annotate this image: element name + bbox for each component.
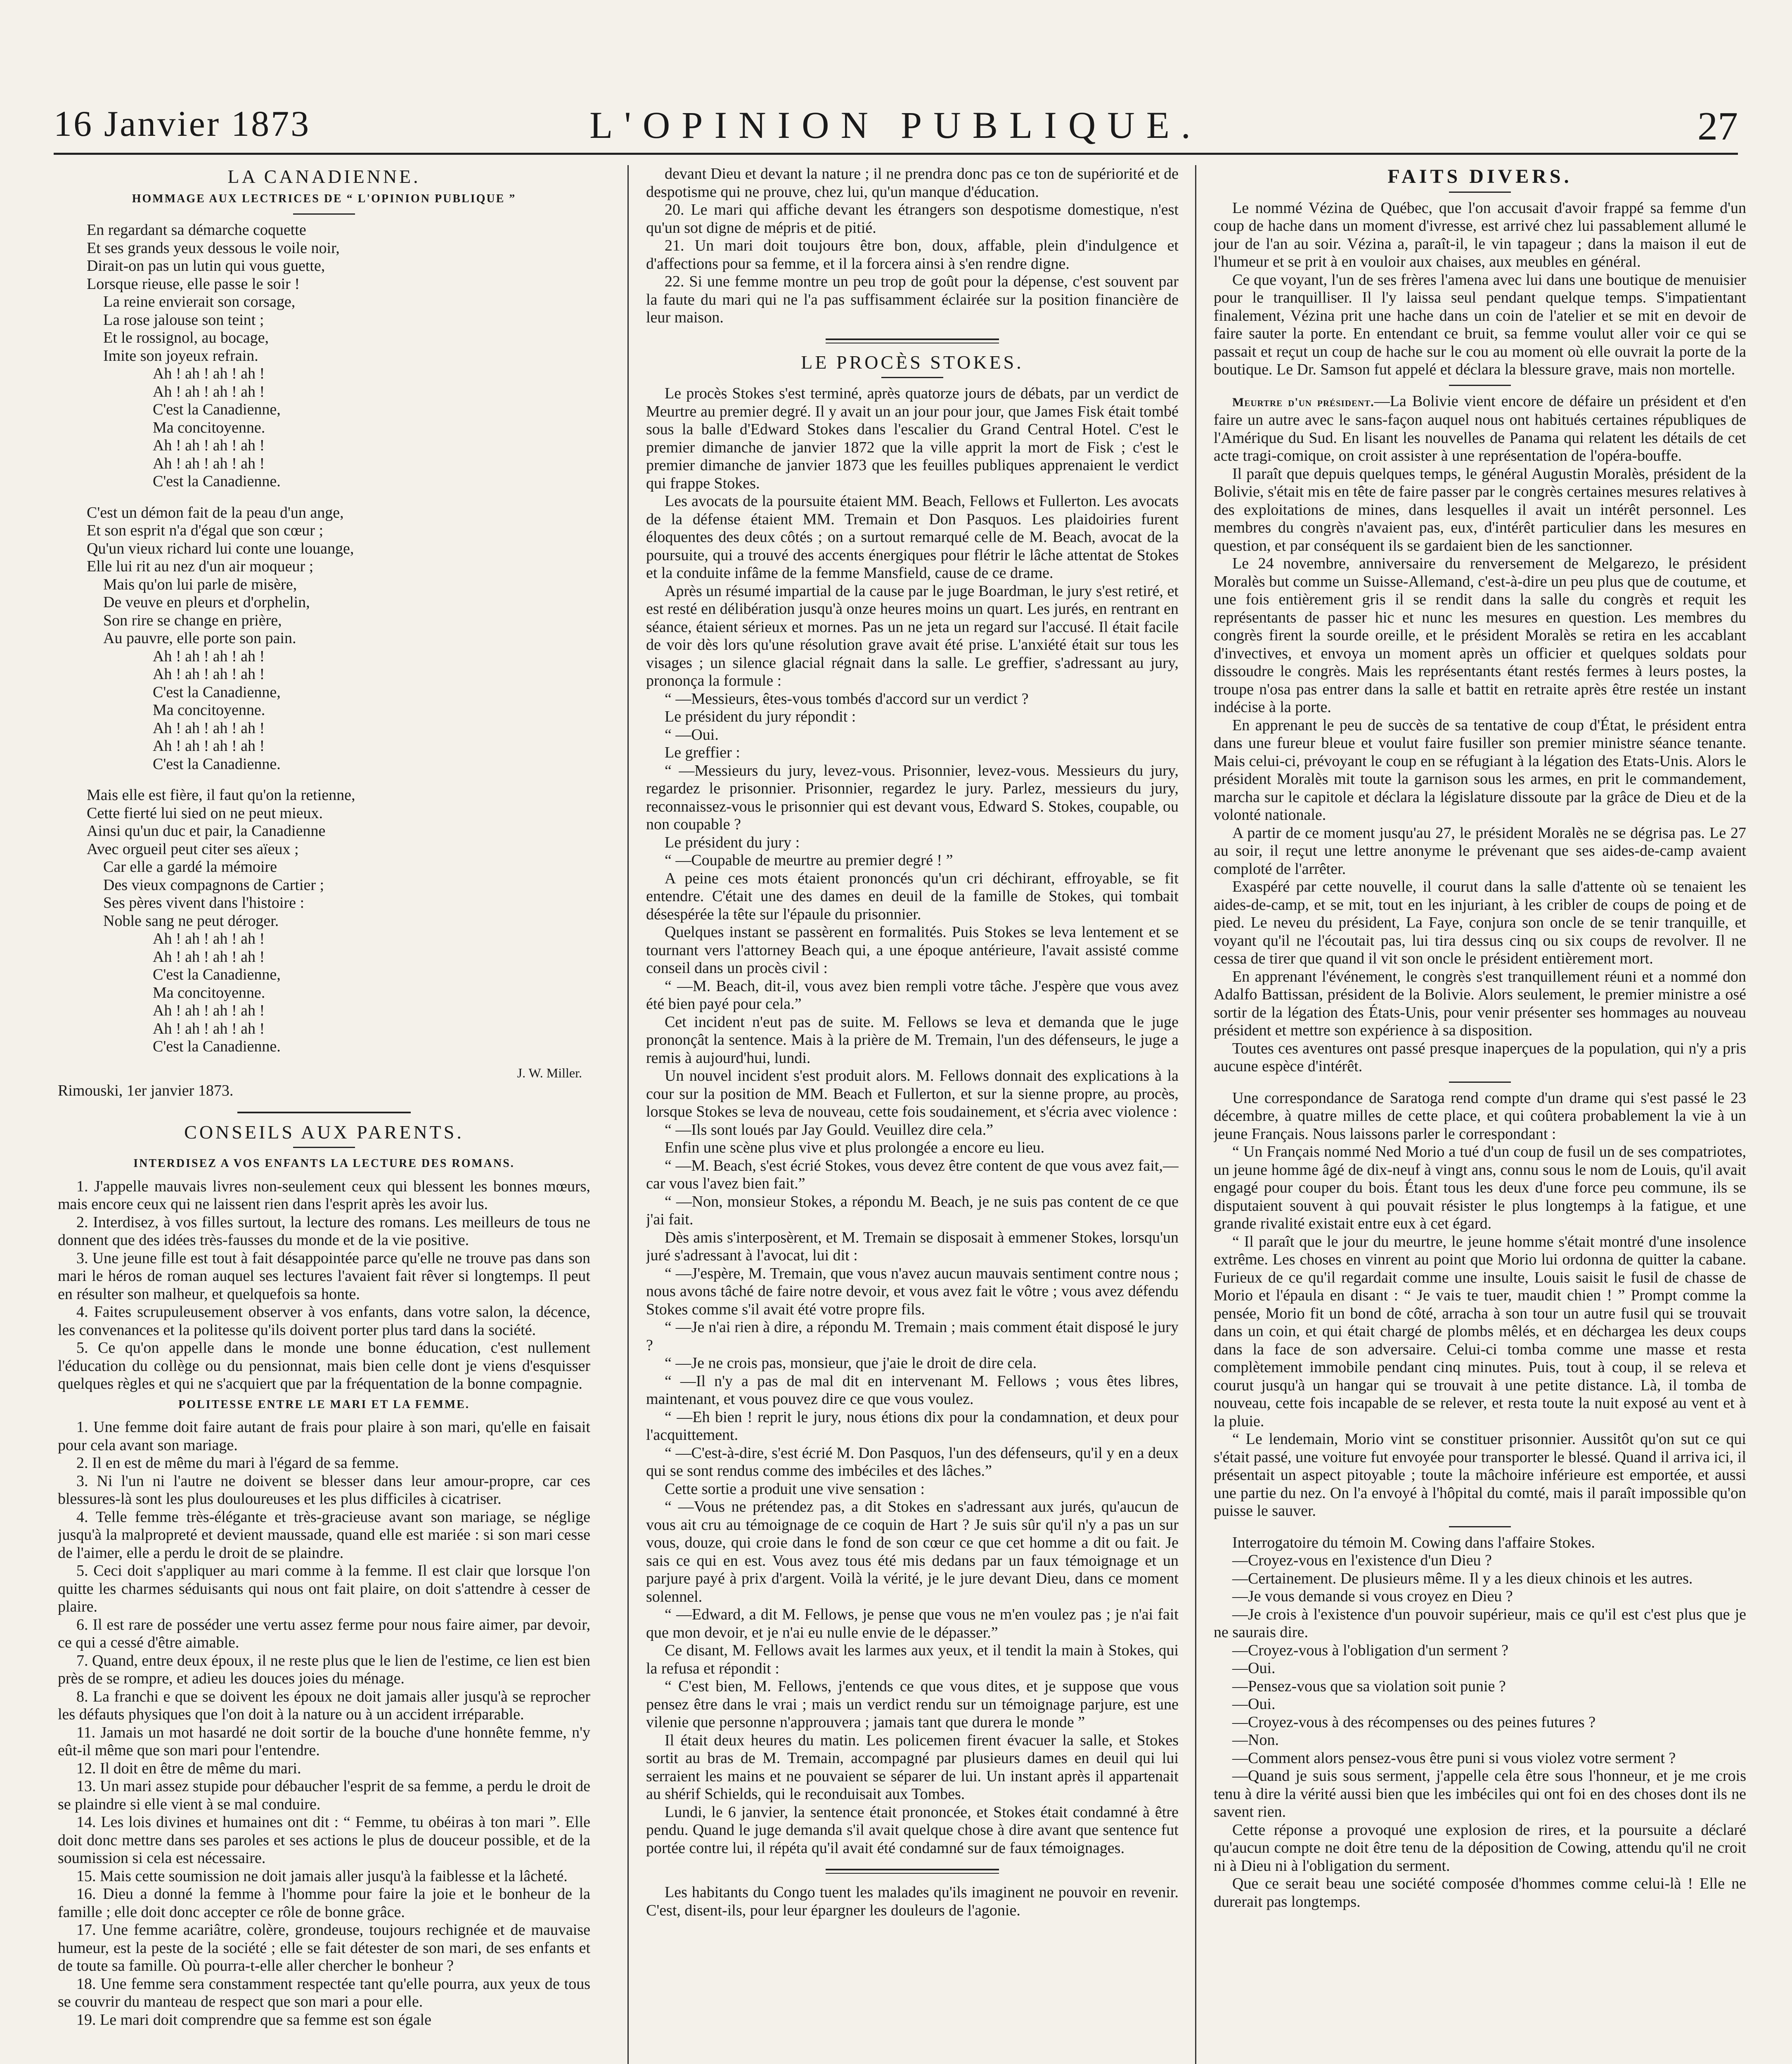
trial-paragraph: “ —Vous ne prétendez pas, a dit Stokes en s'adressant aux jurés, qu'aucun de vous ait cru au témoignage de ce coquin de Hart ? Je suis sûr qu'il n'y a pas un sur vous, douze, qui croie dans le fond de son cœur ce que cet homme a dit ou fait. Je sais ce qui en est. Vous avez tous été mis dedans par un faux témoignage et un parjure payé à prix d'argent. Voilà la vérité, je le jure devant Dieu, dans ce moment solennel. [646, 1498, 1179, 1605]
poem-line: Ah ! ah ! ah ! ah ! [153, 383, 265, 400]
story-lead: Meurtre d'un président. [1232, 395, 1374, 409]
trial-paragraph: Dès amis s'interposèrent, et M. Tremain se disposait à emmener Stokes, lorsqu'un juré s'adressant à l'avocat, lui dit : [646, 1228, 1179, 1264]
section-rule [826, 1869, 999, 1874]
spouses-list [58, 1418, 590, 2029]
congo-paragraph: Les habitants du Congo tuent les malades qu'ils imaginent ne pouvoir en revenir. C'est, disent-ils, pour leur épargner les douleurs de l'agonie. [646, 1884, 1179, 1919]
poem-line: Et le rossignol, au bocage, [103, 329, 269, 346]
news-paragraph: A partir de ce moment jusqu'au 27, le président Moralès ne se dégrisa pas. Le 27 au soir, il reçut une lettre anonyme le prévenant que ses aides-de-camp avaient comploté de l'arrêter. [1214, 824, 1746, 878]
spouses-item: 1. Une femme doit faire autant de frais pour plaire à son mari, qu'elle en faisait pour cela avant son mariage. [58, 1418, 590, 1454]
poem-line: Ah ! ah ! ah ! ah ! [153, 948, 265, 966]
news-paragraph: Toutes ces aventures ont passé presque inaperçues de la population, qui n'y a pris aucune espèce d'intérêt. [1214, 1039, 1746, 1075]
column-rule [1195, 165, 1196, 2064]
poem-line: C'est la Canadienne. [153, 1038, 281, 1055]
trial-paragraph: “ —Coupable de meurtre au premier degré ! ” [665, 852, 953, 869]
interrogation-line: —Croyez-vous à l'obligation d'un serment ? [1232, 1641, 1509, 1659]
section-rule [826, 338, 999, 343]
spouses-item: 15. Mais cette soumission ne doit jamais aller jusqu'à la faiblesse et la lâcheté. [76, 1867, 568, 1885]
news-paragraph: Il paraît que depuis quelques temps, le général Augustin Moralès, président de la Bolivie, s'était mis en tête de faire passer par le congrès certaines mesures relatives à des exploitations de mines, dans lesquelles il avait un intérêt personnel. Les membres du congrès n'avaient pas, eux, d'intérêt particulier dans les mesures en question, et par conséquent ils se gardaient bien de les sanctionner. [1214, 465, 1746, 554]
poem-line: Son rire se change en prière, [103, 611, 282, 629]
section-rule [237, 1112, 411, 1113]
trial-paragraph: “ —Messieurs, êtes-vous tombés d'accord sur un verdict ? [665, 690, 1029, 708]
spouses-item: 7. Quand, entre deux époux, il ne reste plus que le lien de l'estime, ce lien est bien près de se rompre, et adieu les douces joies du ménage. [58, 1652, 590, 1687]
poem-line: Ah ! ah ! ah ! ah ! [153, 719, 265, 737]
interrogation-line: —Croyez-vous en l'existence d'un Dieu ? [1232, 1552, 1492, 1569]
poem-line: Lorsque rieuse, elle passe le soir ! [87, 275, 300, 293]
interrogation-line: —Certainement. De plusieurs même. Il y a les dieux chinois et les autres. [1232, 1569, 1693, 1587]
interrogation-line: —Oui. [1232, 1695, 1276, 1713]
poem-line: Ah ! ah ! ah ! ah ! [153, 647, 265, 665]
poem-line: C'est la Canadienne. [153, 755, 281, 773]
spouses-item: 16. Dieu a donné la femme à l'homme pour faire la joie et le bonheur de la famille ; elle doit donc accepter ce rôle de bonne grâce. [58, 1885, 590, 1921]
trial-paragraph: Cette sortie a produit une vive sensation : [665, 1480, 925, 1498]
trial-paragraph: “ —Je n'ai rien à dire, a répondu M. Tremain ; mais comment était disposé le jury ? [646, 1318, 1179, 1354]
advice-title: CONSEILS AUX PARENTS. [184, 1121, 464, 1143]
poem-line: Mais elle est fière, il faut qu'on la retienne, [87, 786, 355, 804]
poem-line: Ah ! ah ! ah ! ah ! [153, 454, 265, 472]
trial-paragraph: Le greffier : [665, 744, 740, 761]
interrogation-line: Cette réponse a provoqué une explosion de rires, et la poursuite a déclaré qu'aucun compte ne doit être tenu de la déposition de Cowing, attendu qu'il ne croit ni à Dieu ni à l'obligation du serment. [1214, 1821, 1746, 1875]
poem-line: C'est la Canadienne, [153, 966, 281, 983]
column-rule [627, 165, 629, 2064]
column-1 [58, 165, 590, 2064]
spouses-item: 18. Une femme sera constamment respectée tant qu'elle pourra, aux yeux de tous se couvrir du manteau de respect que son mari a pour elle. [58, 1975, 590, 2010]
poem-line: Ma concitoyenne. [153, 701, 265, 719]
stanza-gap [87, 491, 590, 504]
spouses-item: 3. Ni l'un ni l'autre ne doivent se blesser dans leur amour-propre, car ces blessures-là sont les plus douloureuses et les plus difficiles à cicatriser. [58, 1472, 590, 1508]
poem-line: C'est un démon fait de la peau d'un ange, [87, 504, 344, 521]
spouses-item: 2. Il en est de même du mari à l'égard de sa femme. [76, 1454, 399, 1472]
poem-line: La rose jalouse son teint ; [103, 311, 264, 329]
trial-paragraph: “ —Je ne crois pas, monsieur, que j'aie le droit de dire cela. [665, 1354, 1037, 1372]
interrogation-line: Que ce serait beau une société composée d'hommes comme celui-là ! Elle ne durerait pas longtemps. [1214, 1875, 1746, 1910]
trial-paragraph: “ —J'espère, M. Tremain, que vous n'avez aucun mauvais sentiment contre nous ; nous avons tâché de faire notre devoir, et vous avez fait le vôtre ; vous avez défendu Stokes comme s'il avait été votre propre fils. [646, 1264, 1179, 1318]
poem-line: Au pauvre, elle porte son pain. [103, 630, 296, 647]
poem-line: Qu'un vieux richard lui conte une louange, [87, 540, 354, 557]
news-paragraph: Le nommé Vézina de Québec, que l'on accusait d'avoir frappé sa femme d'un coup de hache dans un moment d'ivresse, est arrivé chez lui passablement allumé le jour de l'an au soir. Vézina a, paraît-il, le vin tapageur ; dans la maison il eut de l'humeur et se prit à en vouloir aux chaises, aux meubles en général. [1214, 199, 1746, 270]
poem-title: LA CANADIENNE. [227, 166, 421, 187]
interrogation-line: —Quand je suis sous serment, j'appelle cela être sous l'honneur, et je me crois tenu à dire la vérité aussi bien que les imbéciles qui ont foi en des choses dont ils ne savent rien. [1214, 1767, 1746, 1820]
news-paragraph: En apprenant l'événement, le congrès s'est tranquillement réuni et a nommé don Adalfo Battissan, président de la Bolivie. Alors seulement, le premier ministre a osé sortir de la légation des États-Unis, pour venir présenter ses hommages au nouveau président et mettre son expérience à sa disposition. [1214, 968, 1746, 1039]
trial-paragraph: “ —Non, monsieur Stokes, a répondu M. Beach, je ne suis pas content de ce que j'ai fait. [646, 1193, 1179, 1228]
poem-line: De veuve en pleurs et d'orphelin, [103, 594, 310, 611]
news-paragraph [1214, 393, 1746, 465]
spouses-item: 6. Il est rare de posséder une vertu assez ferme pour nous faire aimer, par devoir, ce qui a cessé d'être aimable. [58, 1616, 590, 1651]
trial-paragraph: Cet incident n'eut pas de suite. M. Fellows se leva et demanda que le juge prononçât la sentence. Mais à la prière de M. Tremain, l'un des défenseurs, le juge a remis à aujourd'hui, lundi. [646, 1013, 1179, 1067]
story-text: —La Bolivie vient encore de défaire un président et d'en faire un autre avec le sans-façon auquel nous ont habitués certaines républiques de l'Amérique du Sud. En lisant les nouvelles de Panama qui relatent les détails de cet acte tragi-comique, on croit assister à une représentation de l'opéra-bouffe. [1214, 392, 1746, 464]
trial-paragraph: “ —M. Beach, dit-il, vous avez bien rempli votre tâche. J'espère que vous avez été bien payé pour cela.” [646, 977, 1179, 1013]
news-paragraph: “ Il paraît que le jour du meurtre, le jeune homme s'était montré d'une insolence extrême. Les choses en vinrent au point que Morio lui ordonna de quitter la cabane. Furieux de ce qu'il regardait comme une insulte, Louis saisit le fusil de chasse de Morio et l'épaula en disant : “ Je vais te tuer, maudit chien ! ” Prompt comme la pensée, Morio fit un bond de côté, arracha à son tour un autre fusil qui se trouvait dans un coin, et qui était chargé de plombs mêlés, et en déchargea les deux coups dans la face de son adversaire. Celui-ci tomba comme une masse et resta complètement immobile pendant cinq minutes. Puis, tout à coup, il se releva et courut jusqu'à un hangar qui se trouvait à une petite distance. Là, il tomba de nouveau, cette fois incapable de se relever, et resta toute la nuit exposé au vent et à la pluie. [1214, 1233, 1746, 1430]
short-rule [1449, 385, 1511, 386]
poem-line: Ah ! ah ! ah ! ah ! [153, 1002, 265, 1019]
trial-paragraph: Lundi, le 6 janvier, la sentence était prononcée, et Stokes était condamné à être pendu. Quand le juge demanda s'il avait quelque chose à dire avant que sentence fut portée contre lui, il répéta qu'il avait été condamné sur de faux témoignages. [646, 1803, 1179, 1857]
trial-paragraph: Ce disant, M. Fellows avait les larmes aux yeux, et il tendit la main à Stokes, qui la refusa et répondit : [646, 1642, 1179, 1677]
poem-line: La reine envierait son corsage, [103, 293, 296, 310]
trial-paragraph: “ C'est bien, M. Fellows, j'entends ce que vous dites, et je suppose que vous pensez être dans le vrai ; mais un verdict rendu sur un témoignage parjure, est une vilenie que personne n'approuvera ; jamais tant que durera le monde ” [646, 1678, 1179, 1731]
spouses-item: 19. Le mari doit comprendre que sa femme est son égale [76, 2011, 431, 2028]
trial-paragraph: “ —Edward, a dit M. Fellows, je pense que vous ne m'en voulez pas ; je n'ai fait que mon devoir, et je n'ai eu nulle envie de le dépasser.” [646, 1606, 1179, 1641]
spouses-item: 14. Les lois divines et humaines ont dit : “ Femme, tu obéiras à ton mari ”. Elle doit donc mettre dans ses paroles et ses actions le plus de douceur possible, et de la soumission si cela est nécessaire. [58, 1813, 590, 1867]
poem-line: Imite son joyeux refrain. [103, 347, 258, 365]
news-paragraph: “ Le lendemain, Morio vint se constituer prisonnier. Aussitôt qu'on sut ce qui s'était passé, une voiture fut envoyée pour transporter le blessé. Quand il arriva ici, il présentait un aspect pitoyable ; toute la mâchoire inférieure est emportée, et aussi une partie du nez. On l'a envoyé à l'hôpital du comté, mais il paraît impossible qu'on puisse le sauver. [1214, 1430, 1746, 1520]
spouses-item: 5. Ceci doit s'appliquer au mari comme à la femme. Il est clair que lorsque l'on quitte les charmes séduisants qui nous ont fait plaire, on doit s'attendre à cesser de plaire. [58, 1562, 590, 1615]
trial-paragraph: Il était deux heures du matin. Les policemen firent évacuer la salle, et Stokes sortit au bras de M. Tremain, accompagné par plusieurs dames en deuil qui lui serraient les mains et ne pouvaient se séparer de lui. Un instant après il appartenait au shérif Schields, qui le reconduisait aux Tombes. [646, 1731, 1179, 1803]
poem-line: En regardant sa démarche coquette [87, 221, 306, 239]
spouses-subtitle: POLITESSE ENTRE LE MARI ET LA FEMME. [178, 1398, 470, 1411]
vezina-story [1214, 199, 1746, 379]
spouses-item: 4. Telle femme très-élégante et très-gracieuse avant son mariage, se néglige jusqu'à la malpropreté et devient maussade, quand elle est mariée : si son mari cesse de l'aimer, elle a perdu le droit de se plaindre. [58, 1508, 590, 1562]
trial-paragraph: Quelques instant se passèrent en formalités. Puis Stokes se leva lentement et se tournant vers l'attorney Beach qui, a une époque antérieure, l'avait assisté comme conseil dans un procès civil : [646, 923, 1179, 977]
poem-signature: J. W. Miller. [517, 1065, 582, 1080]
poem-line: Et ses grands yeux dessous le voile noir, [87, 239, 340, 257]
interrogation-line: —Non. [1232, 1731, 1279, 1749]
interrogation-line: —Croyez-vous à des récompenses ou des peines futures ? [1232, 1713, 1596, 1731]
poem-line: Ah ! ah ! ah ! ah ! [153, 437, 265, 454]
poem-line: Noble sang ne peut déroger. [103, 912, 279, 930]
masthead [54, 99, 1738, 155]
trial-paragraph: Les avocats de la poursuite étaient MM. Beach, Fellows et Fullerton. Les avocats de la défense étaient MM. Tremain et Don Pasquos. Les plaidoiries furent éloquentes des deux côtés ; on a surtout remarqué celle de M. Beach, avocat de la poursuite, qui a trouvé des accents énergiques pour flétrir le lâche attentat de Stokes et la conduite infâme de la femme Mansfield, cause de ce drame. [646, 492, 1179, 582]
poem-line: Elle lui rit au nez d'un air moqueur ; [87, 558, 314, 575]
poem-line: Ah ! ah ! ah ! ah ! [153, 665, 265, 683]
poem-line: Ah ! ah ! ah ! ah ! [153, 365, 265, 382]
faits-divers-title: FAITS DIVERS. [1387, 166, 1572, 187]
spouses-item: 17. Une femme acariâtre, colère, grondeuse, toujours rechignée et de mauvaise humeur, est la peste de la société ; elle se fait détester de son mari, de ses enfants et de toute sa famille. Où pourra-t-elle aller chercher le bonheur ? [58, 1921, 590, 1974]
interrogation-line: Interrogatoire du témoin M. Cowing dans l'affaire Stokes. [1232, 1534, 1595, 1551]
poem-dedication: HOMMAGE AUX LECTRICES DE “ L'OPINION PUBLIQUE ” [132, 192, 516, 205]
saratoga-story [1214, 1089, 1746, 1520]
page-number: 27 [1697, 104, 1738, 149]
newspaper-title: L'OPINION PUBLIQUE. [589, 104, 1202, 146]
poem-line: Mais qu'on lui parle de misère, [103, 575, 297, 593]
short-rule [881, 377, 943, 378]
trial-title: LE PROCÈS STOKES. [801, 351, 1024, 373]
spouses-item: 8. La franchi e que se doivent les époux ne doit jamais aller jusqu'à se reprocher les défauts physiques que l'on doit à la nature ou à un accident irréparable. [58, 1688, 590, 1723]
trial-paragraph: Le président du jury : [665, 833, 800, 851]
trial-paragraph: Après un résumé impartial de la cause par le juge Boardman, le jury s'est retiré, et est resté en délibération jusqu'à onze heures moins un quart. Les jurés, en rentrant en séance, étaient sérieux et mornes. Pas un ne jeta un regard sur l'accusé. Il était facile de voir dès lors qu'une résolution grave avait été prise. L'anxiété était sur tous les visages ; un silence glacial régnait dans la salle. Le greffier, s'adressant au jury, prononça la formule : [646, 582, 1179, 689]
poem-line: Avec orgueil peut citer ses aïeux ; [87, 840, 299, 858]
poem-line: Ma concitoyenne. [153, 419, 265, 436]
interrogation-line: —Je vous demande si vous croyez en Dieu ? [1232, 1588, 1513, 1605]
trial-paragraph: Enfin une scène plus vive et plus prolongée a encore eu lieu. [665, 1139, 1045, 1156]
poem-line: Car elle a gardé la mémoire [103, 858, 277, 876]
poem-line: Et son esprit n'a d'égal que son cœur ; [87, 522, 324, 539]
poem-place-date: Rimouski, 1er janvier 1873. [58, 1082, 234, 1099]
poem-line: C'est la Canadienne, [153, 683, 281, 701]
poem-line: Dirait-on pas un lutin qui vous guette, [87, 257, 325, 275]
short-rule [1449, 192, 1511, 193]
continuation-list [646, 165, 1179, 327]
trial-paragraph: “ —Oui. [665, 726, 719, 743]
trial-paragraph: “ —Ils sont loués par Jay Gould. Veuillez dire cela.” [665, 1121, 994, 1139]
advice-list [58, 1178, 590, 1393]
trial-paragraph: “ —M. Beach, s'est écrié Stokes, vous devez être content de que vous avez fait,—car vous l'avez bien fait.” [646, 1157, 1179, 1192]
poem-line: Ah ! ah ! ah ! ah ! [153, 737, 265, 755]
continuation-item: 22. Si une femme montre un peu trop de goût pour la dépense, c'est souvent par la faute du mari qui ne l'a pas suffisamment éclairée sur la position financière de leur maison. [646, 273, 1179, 326]
short-rule [293, 213, 355, 215]
news-paragraph: Le 24 novembre, anniversaire du renversement de Melgarezo, le président Moralès but comme un Suisse-Allemand, c'est-à-dire un peu plus que de coutume, et une fois entièrement gris il se rendit dans la salle du congrès et requit les représentants de passer hic et nunc les mesures en question. Les membres du congrès firent la sourde oreille, et le président Moralès se retira en les accablant d'invectives, et envoya un moment après un officier et quelques soldats pour dissoudre le congrès. Mais les représentants étant restés fermes à leurs postes, la troupe n'osa pas entrer dans la salle et battit en retraite après être restée un instant indécise à la porte. [1214, 555, 1746, 716]
trial-paragraph: “ —Il n'y a pas de mal dit en intervenant M. Fellows ; vous êtes libres, maintenant, et vous pouvez dire ce que vous voulez. [646, 1372, 1179, 1408]
interrogation-line: —Je crois à l'existence d'un pouvoir supérieur, mais ce qu'il est c'est plus que je ne saurais dire. [1214, 1605, 1746, 1641]
news-paragraph: “ Un Français nommé Ned Morio a tué d'un coup de fusil un de ses compatriotes, un jeune homme âgé de dix-neuf à vingt ans, connu sous le nom de Louis, qu'il avait engagé pour couper du bois. Étant tous les deux d'une force peu commune, ils se disputaient souvent à qui pouvait résister le plus longtemps à la fatigue, et une grande rivalité existait entre eux à cet égard. [1214, 1143, 1746, 1232]
poem-line: Ainsi qu'un duc et pair, la Canadienne [87, 822, 326, 840]
advice-item: 1. J'appelle mauvais livres non-seulement ceux qui blessent les bonnes mœurs, mais encore ceux qui ne laissent rien dans l'esprit après les avoir lus. [58, 1177, 590, 1213]
trial-article [646, 385, 1179, 1857]
interrogation-story [1214, 1534, 1746, 1911]
trial-paragraph: Le président du jury répondit : [665, 708, 856, 725]
advice-item: 3. Une jeune fille est tout à fait désappointée parce qu'elle ne trouve pas dans son mari le héros de roman auquel ses lectures l'avaient fait rêver si longtemps. Il peut en résulter son malheur, et quelquefois sa honte. [58, 1249, 590, 1303]
column-2 [646, 165, 1179, 2064]
bolivia-story [1214, 393, 1746, 1076]
stanza-gap [87, 773, 590, 786]
news-paragraph: En apprenant le peu de succès de sa tentative de coup d'État, le président entra dans une fureur bleue et voulut faire fusiller son premier ministre séance tenante. Mais celui-ci, prévoyant le coup en se réfugiant à la légation des Etats-Unis. Alors le président Moralès mit toute la garnison sous les armes, en prit le commandement, marcha sur le capitole et déclara la législature dissoute par la grâce de Dieu et de la volonté nationale. [1214, 716, 1746, 824]
poem-line: Cette fierté lui sied on ne peut mieux. [87, 804, 323, 822]
poem-line: Ma concitoyenne. [153, 984, 265, 1001]
spouses-item: 12. Il doit en être de même du mari. [76, 1759, 301, 1777]
interrogation-line: —Pensez-vous que sa violation soit punie ? [1232, 1677, 1506, 1695]
trial-paragraph: A peine ces mots étaient prononcés qu'un cri déchirant, effroyable, se fit entendre. C'était une des dames en deuil de la famille de Stokes, qui tombait désespérée la tête sur l'épaule du prisonnier. [646, 869, 1179, 923]
spouses-item: 11. Jamais un mot hasardé ne doit sortir de la bouche d'une honnête femme, n'y eût-il même que son mari pour l'entendre. [58, 1723, 590, 1759]
poem-body [58, 221, 590, 1056]
short-rule [1449, 1082, 1511, 1083]
poem-line: Ses pères vivent dans l'histoire : [103, 894, 305, 911]
trial-paragraph: Un nouvel incident s'est produit alors. M. Fellows donnait des explications à la cour sur la position de MM. Beach et Fullerton, et sur la sienne propre, au procès, lorsque Stokes se leva de nouveau, cette fois soudainement, et s'écria avec violence : [646, 1067, 1179, 1120]
advice-item: 4. Faites scrupuleusement observer à vos enfants, dans votre salon, la décence, les convenances et la politesse qu'ils doivent porter plus tard dans la société. [58, 1303, 590, 1339]
poem-line: C'est la Canadienne. [153, 473, 281, 490]
advice-item: 5. Ce qu'on appelle dans le monde une bonne éducation, c'est nullement l'éducation du collège ou du pensionnat, mais bien celle dont je viens d'esquisser quelques règles et qui ne s'acquiert que par la fréquentation de la bonne compagnie. [58, 1339, 590, 1392]
continuation-item: devant Dieu et devant la nature ; il ne prendra donc pas ce ton de supériorité et de despotisme qui ne prouve, chez lui, qu'un manque d'éducation. [646, 165, 1179, 201]
poem-line: Des vieux compagnons de Cartier ; [103, 876, 324, 894]
spouses-item: 13. Un mari assez stupide pour débaucher l'esprit de sa femme, a perdu le droit de se plaindre si elle vient à se mal conduire. [58, 1778, 590, 1813]
poem-line: Ah ! ah ! ah ! ah ! [153, 930, 265, 947]
advice-item: 2. Interdisez, à vos filles surtout, la lecture des romans. Les meilleurs de tous ne donnent que des idées très-fausses du monde et de la vie positive. [58, 1213, 590, 1249]
continuation-item: 20. Le mari qui affiche devant les étrangers son despotisme domestique, n'est qu'un sot digne de mépris et de pitié. [646, 201, 1179, 237]
interrogation-line: —Comment alors pensez-vous être puni si vous violez votre serment ? [1232, 1749, 1676, 1767]
column-3 [1214, 165, 1746, 2064]
advice-subtitle: INTERDISEZ A VOS ENFANTS LA LECTURE DES ROMANS. [133, 1157, 515, 1170]
trial-paragraph: “ —Messieurs du jury, levez-vous. Prisonnier, levez-vous. Messieurs du jury, regardez le prisonnier. Prisonnier, regardez le jury. Parlez, messieurs du jury, reconnaissez-vous le prisonnier qui est devant vous, Edward S. Stokes, coupable, ou non coupable ? [646, 762, 1179, 833]
news-paragraph: Exaspéré par cette nouvelle, il courut dans la salle d'attente où se tenaient les aides-de-camp, et se mit, tout en les injuriant, à les cribler de coups de poing et de pied. Le neveu du président, La Faye, conjura son oncle de se tenir tranquille, et voyant qu'il ne l'écoutait pas, lui tira dessus cinq ou six coups de revolver. Il ne cessa de tirer que quand il vit son oncle le président entièrement mort. [1214, 878, 1746, 967]
poem-line: C'est la Canadienne, [153, 401, 281, 418]
continuation-item: 21. Un mari doit toujours être bon, doux, affable, plein d'indulgence et d'affections pour sa femme, et il la forcera ainsi à s'en rendre digne. [646, 237, 1179, 272]
short-rule [1449, 1526, 1511, 1527]
issue-date: 16 Janvier 1873 [54, 104, 311, 144]
poem-line: Ah ! ah ! ah ! ah ! [153, 1020, 265, 1037]
news-paragraph: Ce que voyant, l'un de ses frères l'amena avec lui dans une boutique de menuisier pour le tranquilliser. Il l'y laissa seul pendant quelque temps. S'impatientant finalement, Vézina prit une hache dans un coin de l'atelier et se mit en devoir de faire sauter la porte. En entendant ce bruit, sa femme voulut aller voir ce qui se passait et reçut un coup de hache sur le cou au moment où elle ouvrait la porte de la boutique. Le Dr. Samson fut appelé et déclara la blessure grave, mais non mortelle. [1214, 271, 1746, 378]
trial-paragraph: “ —Eh bien ! reprit le jury, nous étions dix pour la condamnation, et deux pour l'acquittement. [646, 1408, 1179, 1444]
trial-paragraph: “ —C'est-à-dire, s'est écrié M. Don Pasquos, l'un des défenseurs, qu'il y en a deux qui se sont rendus comme des imbéciles et des lâches.” [646, 1444, 1179, 1479]
news-paragraph: Une correspondance de Saratoga rend compte d'un drame qui s'est passé le 23 décembre, à quatre milles de cette place, et qui coûtera probablement la vie à un jeune Français. Nous laissons parler le correspondant : [1214, 1089, 1746, 1143]
short-rule [293, 1147, 355, 1148]
interrogation-line: —Oui. [1232, 1659, 1276, 1677]
trial-paragraph: Le procès Stokes s'est terminé, après quatorze jours de débats, par un verdict de Meurtre au premier degré. Il y avait un an jour pour jour, que James Fisk était tombé sous la balle d'Edward Stokes dans l'escalier du Grand Central Hotel. C'est le premier dimanche de janvier 1872 que la ville apprit la mort de Fisk ; c'est le premier dimanche de janvier 1873 que les feuilles publiques apprenaient le verdict qui frappe Stokes. [646, 385, 1179, 492]
